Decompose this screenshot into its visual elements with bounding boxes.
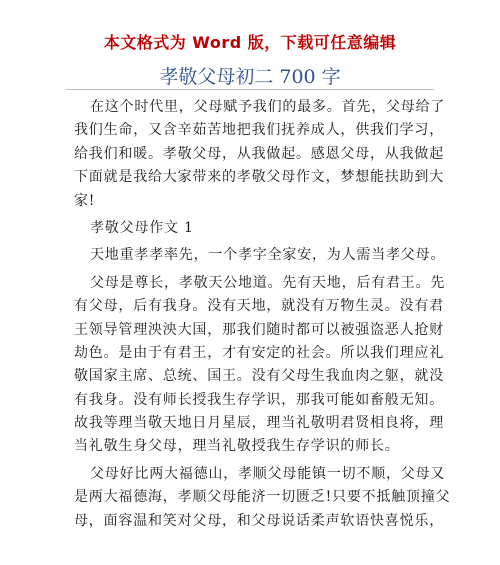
text-line: 当礼敬生身父母，理当礼敬授我生存学识的师长。 bbox=[74, 438, 400, 455]
paragraph bbox=[74, 272, 446, 459]
text-line: 天地重孝孝率先，一个孝字全家安，为人需当孝父母。 bbox=[90, 247, 446, 264]
text-line: 是两大福德海，孝顺父母能济一切匮乏!只要不抵触顶撞父 bbox=[74, 489, 451, 506]
text-line: 在这个时代里，父母赋予我们的最多。首先，父母给了 bbox=[90, 99, 446, 115]
text-line: 父母是尊长，孝敬天公地道。先有天地，后有君王。先 bbox=[90, 274, 446, 291]
title-divider bbox=[66, 89, 434, 90]
edit-notice-banner: 本文格式为 Word 版，下载可任意编辑 bbox=[103, 33, 397, 52]
text-line: 我们生命，又含辛茹苦地把我们抚养成人，供我们学习， bbox=[74, 122, 444, 139]
document-title: 孝敬父母初二 700 字 bbox=[159, 66, 341, 88]
text-line: 有父母，后有我身。没有天地，就没有万物生灵。没有君 bbox=[74, 298, 444, 315]
text-line: 下面就是我给大家带来的孝敬父母作文，梦想能扶助到大 bbox=[74, 169, 444, 186]
text-line: 母，面容温和笑对父母，和父母说话柔声软语快喜悦乐， bbox=[74, 512, 444, 529]
document-body bbox=[74, 96, 451, 533]
essay-subheading bbox=[74, 217, 430, 240]
paragraph bbox=[74, 244, 446, 267]
text-line: 王领导管理泱泱大国，那我们随时都可以被强盗恶人抢财 bbox=[74, 321, 444, 338]
text-line: 父母好比两大福德山，孝顺父母能镇一切不顺，父母又 bbox=[90, 465, 446, 482]
text-line: 劫色。是由于有君王，才有安定的社会。所以我们理应礼 bbox=[74, 344, 444, 361]
paragraph bbox=[74, 96, 446, 213]
text-line: 给我们和暖。孝敬父母，从我做起。感恩父母，从我做起 bbox=[74, 145, 444, 162]
text-line: 家! bbox=[74, 192, 96, 209]
text-line: 孝敬父母作文 1 bbox=[90, 219, 194, 236]
text-line: 有我身。没有师长授我生存学识，那我可能如畜般无知。 bbox=[74, 391, 444, 408]
text-line: 敬国家主席、总统、国王。没有父母生我血肉之躯，就没 bbox=[74, 368, 444, 385]
text-line: 故我等理当敬天地日月星辰，理当礼敬明君贤相良将，理 bbox=[74, 415, 444, 432]
paragraph bbox=[74, 463, 451, 533]
